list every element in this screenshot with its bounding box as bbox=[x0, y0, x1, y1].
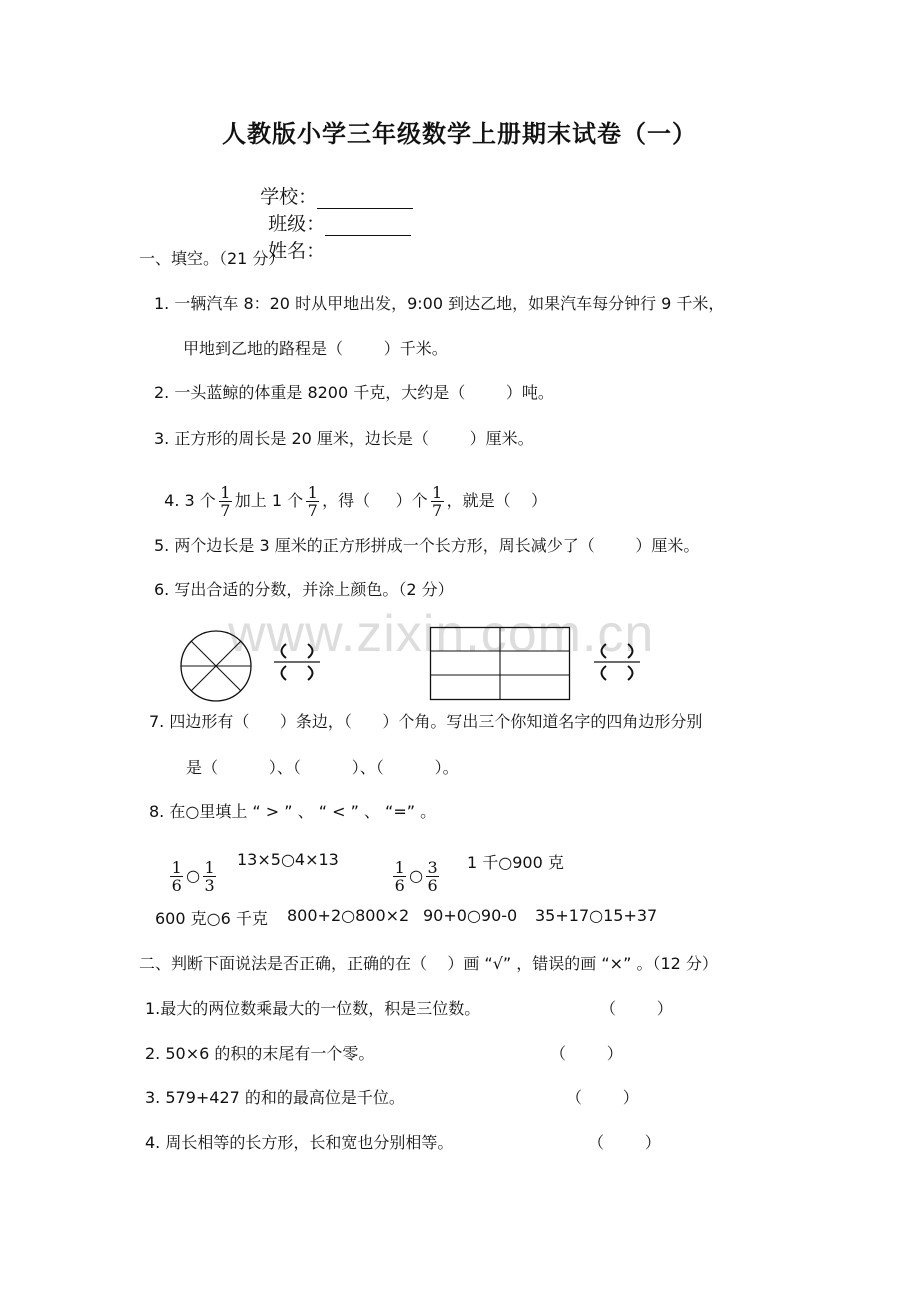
q4 bbox=[154, 465, 547, 519]
q8-compare-1 bbox=[157, 840, 219, 894]
q3: 3. 正方形的周长是 20 厘米，边长是（ ）厘米。 bbox=[154, 429, 534, 448]
fraction-one-seventh bbox=[219, 484, 232, 519]
fraction-denominator: 6 bbox=[394, 876, 405, 895]
q8-row2-item: 800+2○800×2 bbox=[287, 906, 410, 925]
q8-row2-item: 600 克○6 千克 bbox=[155, 909, 268, 928]
fraction-numerator: 1 bbox=[171, 858, 182, 877]
fraction-numerator: 1 bbox=[220, 483, 231, 502]
fraction-one-third bbox=[203, 859, 216, 894]
fraction-numerator: 1 bbox=[432, 483, 443, 502]
fraction-numerator: 3 bbox=[427, 858, 438, 877]
fraction-answer-box-2[interactable] bbox=[590, 640, 644, 686]
judge-item-text: 1.最大的两位数乘最大的一位数，积是三位数。 bbox=[145, 999, 481, 1018]
q8-compare-2: 13×5○4×13 bbox=[237, 850, 339, 869]
judge-item-answer[interactable]: （ ） bbox=[600, 999, 673, 1018]
judge-item-answer[interactable]: （ ） bbox=[588, 1133, 661, 1152]
fraction-numerator: 1 bbox=[307, 483, 318, 502]
q4-part3: ，得（ ）个 bbox=[322, 491, 428, 510]
fraction-three-sixths bbox=[426, 859, 439, 894]
fraction-denominator: 3 bbox=[204, 876, 215, 895]
compare-circle[interactable]: ○ bbox=[409, 866, 424, 885]
q4-part2: 加上 1 个 bbox=[234, 491, 304, 510]
q4-part4: ，就是（ ） bbox=[446, 491, 547, 510]
judge-item-text: 3. 579+427 的和的最高位是千位。 bbox=[145, 1088, 405, 1107]
fraction-denominator: 7 bbox=[307, 501, 318, 520]
judge-item-answer[interactable]: （ ） bbox=[550, 1044, 623, 1063]
class-label: 班级： bbox=[268, 213, 326, 235]
q1-line2: 甲地到乙地的路程是（ ）千米。 bbox=[183, 339, 448, 358]
fraction-one-seventh bbox=[306, 484, 319, 519]
page-title: 人教版小学三年级数学上册期末试卷（一） bbox=[222, 119, 697, 148]
fraction-answer-box-1[interactable] bbox=[270, 640, 324, 686]
school-blank[interactable] bbox=[317, 190, 413, 209]
compare-circle[interactable]: ○ bbox=[186, 866, 201, 885]
q8-row2-item: 35+17○15+37 bbox=[535, 906, 658, 925]
judge-item-text: 4. 周长相等的长方形，长和宽也分别相等。 bbox=[145, 1133, 454, 1152]
q8-compare-4: 1 千○900 克 bbox=[467, 853, 564, 872]
q2: 2. 一头蓝鲸的体重是 8200 千克，大约是（ ）吨。 bbox=[154, 383, 554, 402]
q7-line1: 7. 四边形有（ ）条边，（ ）个角。写出三个你知道名字的四角边形分别 bbox=[149, 712, 703, 731]
q6: 6. 写出合适的分数，并涂上颜色。（2 分） bbox=[154, 580, 454, 599]
section1-heading: 一、填空。（21 分） bbox=[139, 249, 285, 268]
judge-item-answer[interactable]: （ ） bbox=[566, 1088, 639, 1107]
fraction-numerator: 1 bbox=[204, 858, 215, 877]
q8: 8. 在○里填上 “ > ” 、 “ < ” 、 “=” 。 bbox=[149, 802, 437, 821]
fraction-one-seventh bbox=[431, 484, 444, 519]
q8-row2-item: 90+0○90-0 bbox=[423, 906, 518, 925]
fraction-one-sixth bbox=[393, 859, 406, 894]
q4-part1: 4. 3 个 bbox=[164, 491, 216, 510]
school-label: 学校： bbox=[260, 186, 318, 208]
circle-divided-figure bbox=[178, 628, 254, 704]
watermark: www.zixin.com.cn bbox=[228, 605, 655, 663]
fraction-one-sixth bbox=[170, 859, 183, 894]
name-label: 姓名： bbox=[268, 240, 326, 262]
fraction-denominator: 6 bbox=[171, 876, 182, 895]
q1-line1: 1. 一辆汽车 8：20 时从甲地出发，9:00 到达乙地，如果汽车每分钟行 9 千米， bbox=[154, 294, 725, 313]
judge-item-text: 2. 50×6 的积的末尾有一个零。 bbox=[145, 1044, 375, 1063]
fraction-denominator: 6 bbox=[427, 876, 438, 895]
class-blank[interactable] bbox=[325, 217, 411, 236]
fraction-denominator: 7 bbox=[432, 501, 443, 520]
rectangle-grid-figure bbox=[429, 626, 573, 702]
section2-heading: 二、判断下面说法是否正确，正确的在（ ）画 “√” ，错误的画 “×” 。（12 分） bbox=[139, 954, 718, 973]
fraction-numerator: 1 bbox=[394, 858, 405, 877]
fraction-denominator: 7 bbox=[220, 501, 231, 520]
q5: 5. 两个边长是 3 厘米的正方形拼成一个长方形，周长减少了（ ）厘米。 bbox=[154, 536, 700, 555]
q7-line2: 是（ ）、（ ）、（ ）。 bbox=[186, 758, 459, 777]
q8-compare-3 bbox=[380, 840, 442, 894]
